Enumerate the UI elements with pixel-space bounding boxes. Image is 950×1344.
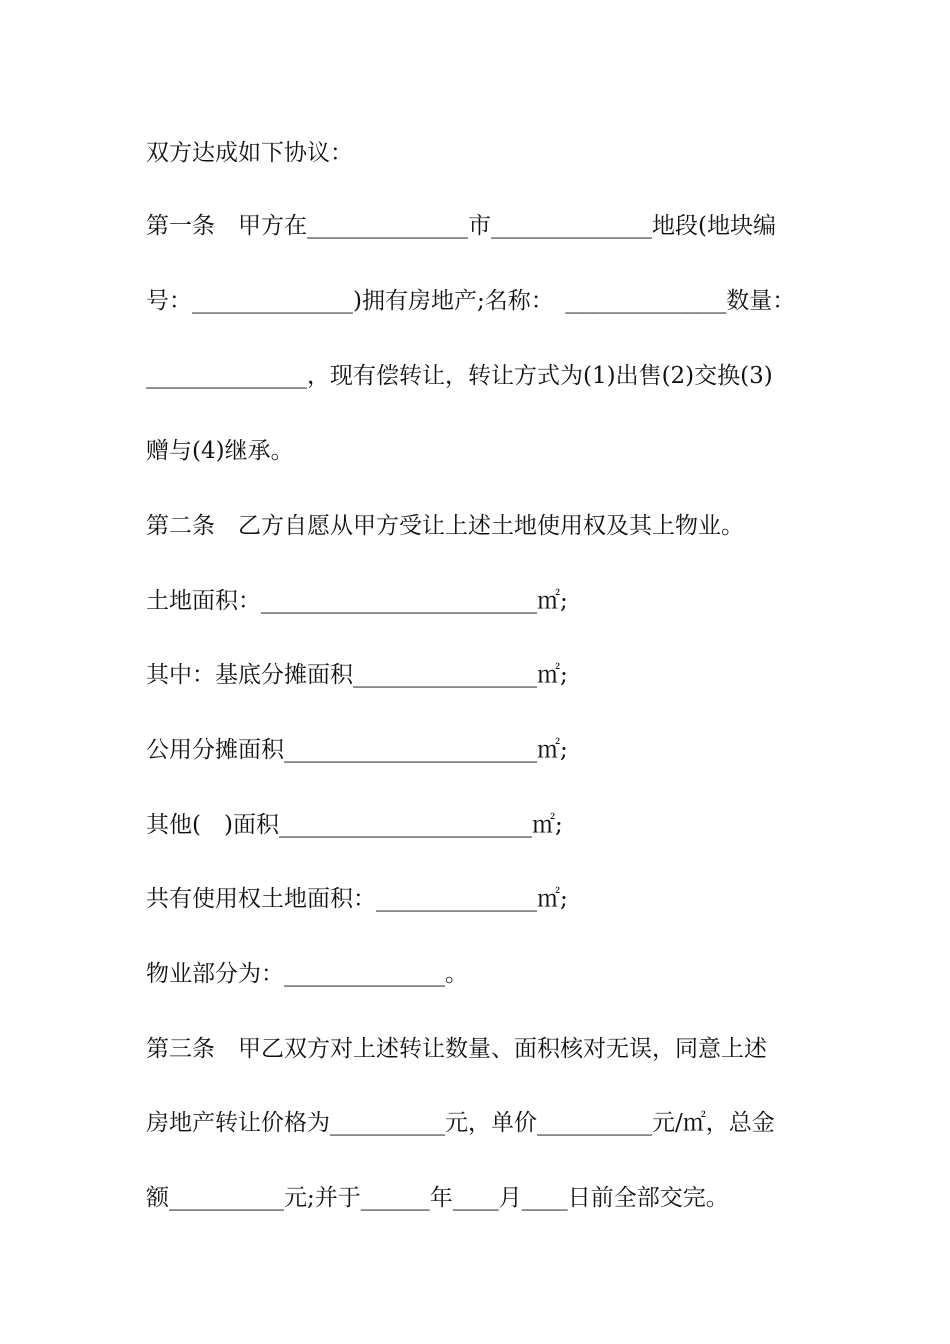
public-shared-area-line: 公用分摊面积______________________㎡; [146,737,568,763]
article-2-line-1: 第二条 乙方自愿从甲方受让上述土地使用权及其上物业。 [146,513,744,539]
article-3-line-3: 额__________元;并于______年____月____日前全部交完。 [146,1185,729,1211]
article-1-line-3: ______________，现有偿转让，转让方式为(1)出售(2)交换(3) [146,363,773,389]
article-1-line-4: 赠与(4)继承。 [146,438,294,464]
article-3-line-2: 房地产转让价格为__________元，单价__________元/㎡，总金 [146,1110,775,1136]
article-1-line-2: 号：______________)拥有房地产;名称： ______________数量： [146,288,796,314]
other-area-line: 其他( )面积______________________㎡; [146,812,563,838]
article-3-line-1: 第三条 甲乙双方对上述转让数量、面积核对无误，同意上述 [146,1036,767,1062]
base-shared-area-line: 其中：基底分摊面积________________㎡; [146,662,568,688]
article-1-line-1: 第一条 甲方在______________市______________地段(地块编 [146,213,776,239]
agreement-intro: 双方达成如下协议： [146,140,353,166]
property-part-line: 物业部分为：______________。 [146,961,468,987]
shared-use-land-area-line: 共有使用权土地面积：______________㎡; [146,886,568,912]
land-area-line: 土地面积：________________________㎡; [146,588,568,614]
